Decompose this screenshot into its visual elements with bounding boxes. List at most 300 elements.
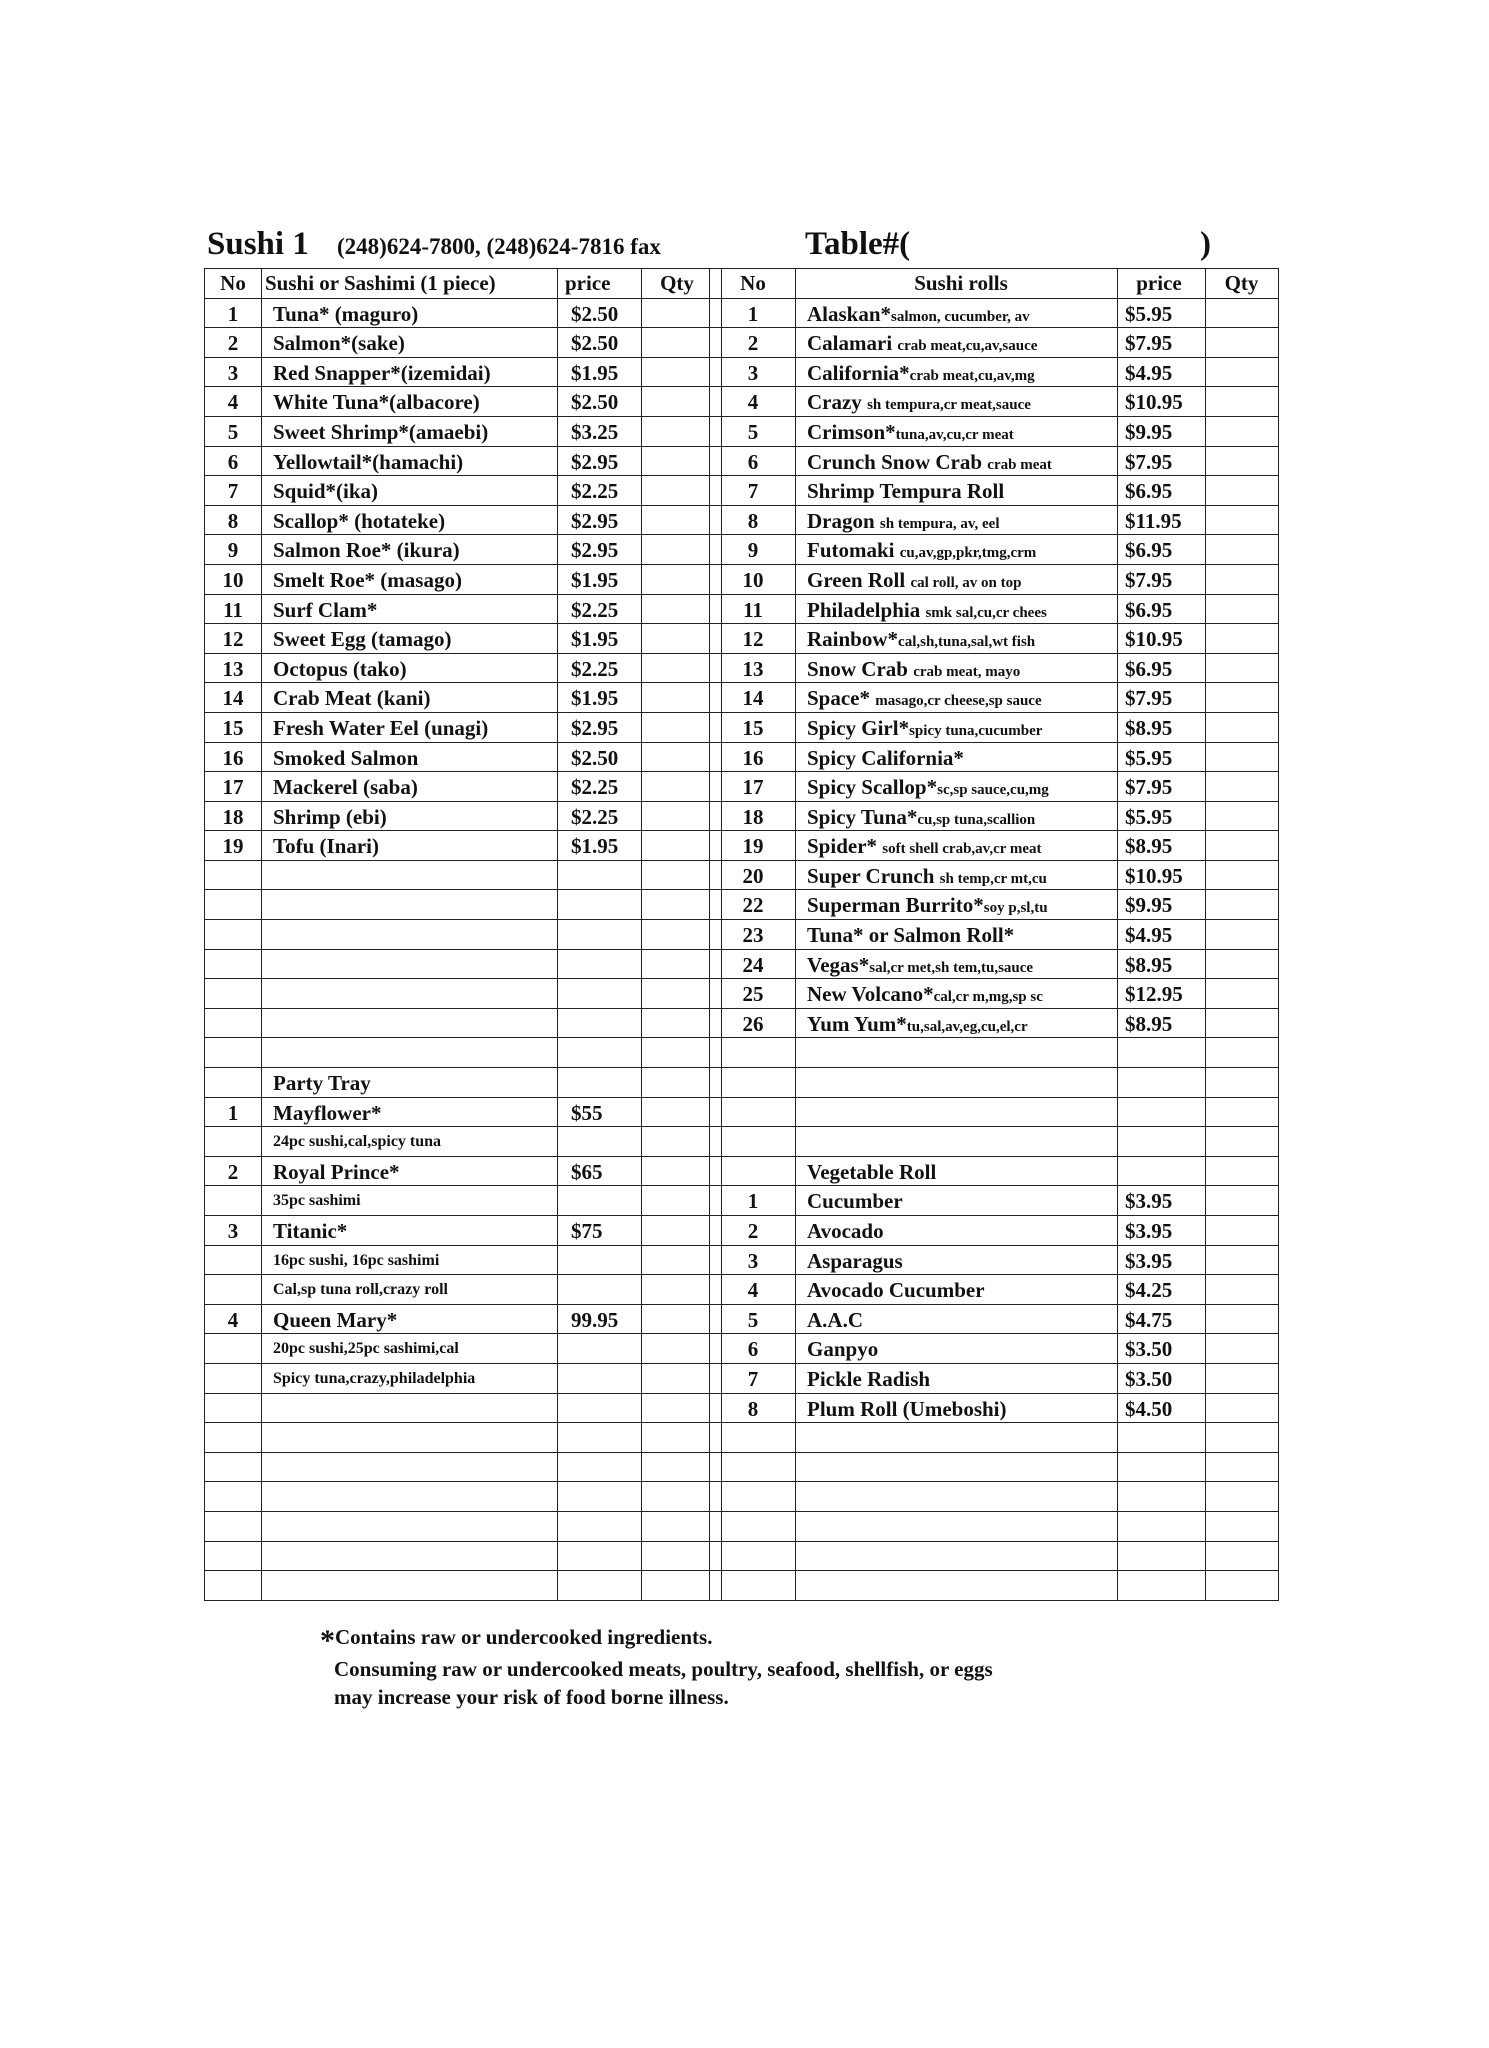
table-row (205, 831, 1278, 861)
right-qty-cell[interactable] (1206, 831, 1278, 860)
roll-name: Dragon (807, 508, 880, 533)
left-item-name: 35pc sashimi (273, 1192, 361, 1210)
table-row (205, 920, 1278, 950)
right-qty-cell[interactable] (1206, 1246, 1278, 1275)
left-item-name: Squid*(ika) (273, 479, 379, 504)
right-item-price: $3.95 (1125, 1189, 1173, 1214)
left-item-price: $2.25 (571, 597, 619, 622)
roll-name: A.A.C (807, 1307, 863, 1332)
left-qty-cell[interactable] (642, 328, 708, 357)
table-row (205, 328, 1278, 358)
roll-name: Plum Roll (Umeboshi) (807, 1396, 1007, 1421)
table-row (205, 624, 1278, 654)
table-row (205, 950, 1278, 980)
right-item-number: 15 (742, 715, 764, 740)
left-item-name: 16pc sushi, 16pc sashimi (273, 1251, 440, 1269)
order-form-table (204, 268, 1279, 1601)
right-item-price: $8.95 (1125, 952, 1173, 977)
left-item-name: Smoked Salmon (273, 745, 419, 770)
left-qty-cell[interactable] (642, 1127, 708, 1156)
right-item-number: 6 (747, 1337, 759, 1362)
roll-name: Shrimp Tempura Roll (807, 479, 1005, 504)
table-row (205, 802, 1278, 832)
left-item-name: Surf Clam* (273, 597, 378, 622)
left-item-number: 1 (227, 301, 239, 326)
left-item-name: Smelt Roe* (masago) (273, 567, 462, 592)
right-item-price: $5.95 (1125, 745, 1173, 770)
table-number-close: ) (1200, 226, 1211, 262)
roll-ingredients: tuna,av,cu,cr meat (895, 426, 1014, 443)
right-qty-cell[interactable] (1206, 920, 1278, 949)
roll-name: Avocado Cucumber (807, 1278, 985, 1303)
left-qty-cell[interactable] (642, 950, 708, 979)
right-qty-cell[interactable] (1206, 447, 1278, 476)
right-item-price: $4.75 (1125, 1307, 1173, 1332)
right-qty-cell[interactable] (1206, 417, 1278, 446)
table-row (205, 772, 1278, 802)
left-qty-cell[interactable] (642, 506, 708, 535)
left-qty-cell[interactable] (642, 476, 708, 505)
left-item-price: 99.95 (571, 1307, 619, 1332)
right-qty-cell[interactable] (1206, 743, 1278, 772)
roll-name: Crimson* (807, 419, 896, 444)
roll-name: Spicy California* (807, 745, 964, 770)
left-item-name: 20pc sushi,25pc sashimi,cal (273, 1340, 459, 1358)
left-item-name: White Tuna*(albacore) (273, 390, 480, 415)
right-qty-cell[interactable] (1206, 358, 1278, 387)
table-row (205, 1423, 1278, 1453)
right-qty-cell[interactable] (1206, 772, 1278, 801)
table-row (205, 476, 1278, 506)
left-item-price: $2.95 (571, 715, 619, 740)
roll-ingredients: crab meat, mayo (913, 663, 1021, 680)
right-qty-cell[interactable] (1206, 535, 1278, 564)
left-item-number: 10 (222, 567, 244, 592)
roll-name: Cucumber (807, 1189, 903, 1214)
roll-ingredients: crab meat (987, 456, 1052, 473)
left-item-name: Salmon Roe* (ikura) (273, 538, 460, 563)
right-qty-cell[interactable] (1206, 506, 1278, 535)
menu-header (207, 226, 1217, 266)
left-item-number: 16 (222, 745, 244, 770)
left-item-number: 6 (227, 449, 239, 474)
roll-name: Green Roll (807, 567, 911, 592)
roll-name: Spicy Tuna* (807, 804, 918, 829)
right-item-number: 6 (747, 449, 759, 474)
left-item-price: $2.25 (571, 656, 619, 681)
right-item-number: 18 (742, 804, 764, 829)
left-item-name: Mayflower* (273, 1100, 382, 1125)
right-qty-cell[interactable] (1206, 683, 1278, 712)
left-qty-cell[interactable] (642, 1098, 708, 1127)
left-item-price: $2.25 (571, 775, 619, 800)
left-qty-cell[interactable] (642, 920, 708, 949)
table-row (205, 1216, 1278, 1246)
roll-name: Asparagus (807, 1248, 903, 1273)
left-qty-cell[interactable] (642, 1334, 708, 1363)
right-qty-cell[interactable] (1206, 1009, 1278, 1038)
left-item-name: Tofu (Inari) (273, 834, 379, 859)
right-qty-cell[interactable] (1206, 1334, 1278, 1363)
left-qty-cell[interactable] (642, 565, 708, 594)
right-qty-cell[interactable] (1206, 1542, 1278, 1571)
right-item-price: $8.95 (1125, 715, 1173, 740)
left-qty-cell[interactable] (642, 1216, 708, 1245)
left-item-number: 19 (222, 834, 244, 859)
left-item-name: Royal Prince* (273, 1159, 400, 1184)
left-item-number: 7 (227, 479, 239, 504)
roll-name: Yum Yum* (807, 1011, 907, 1036)
roll-ingredients: cu,av,gp,pkr,tmg,crm (899, 545, 1037, 562)
left-qty-cell[interactable] (642, 1423, 708, 1452)
right-qty-cell[interactable] (1206, 595, 1278, 624)
left-item-price: $2.25 (571, 479, 619, 504)
left-item-name: Crab Meat (kani) (273, 686, 431, 711)
left-no-header: No (220, 271, 246, 295)
table-row (205, 654, 1278, 684)
left-qty-cell[interactable] (642, 1364, 708, 1393)
right-item-price: $6.95 (1125, 597, 1173, 622)
left-qty-cell[interactable] (642, 1246, 708, 1275)
right-qty-cell[interactable] (1206, 1098, 1278, 1127)
right-item-price: $7.95 (1125, 331, 1173, 356)
right-qty-cell[interactable] (1206, 476, 1278, 505)
left-item-price: $3.25 (571, 419, 619, 444)
left-item-price: $1.95 (571, 360, 619, 385)
restaurant-name: Sushi 1 (207, 226, 309, 262)
right-item-number: 12 (742, 627, 764, 652)
left-item-price: $2.50 (571, 390, 619, 415)
table-row (205, 890, 1278, 920)
left-qty-cell[interactable] (642, 624, 708, 653)
left-item-number: 3 (227, 360, 239, 385)
roll-ingredients: salmon, cucumber, av (891, 308, 1030, 325)
left-item-price: $2.95 (571, 538, 619, 563)
right-item-price: $8.95 (1125, 1011, 1173, 1036)
left-item-price: $55 (571, 1100, 603, 1125)
right-item-price: $7.95 (1125, 775, 1173, 800)
right-item-number: 5 (747, 419, 759, 444)
roll-ingredients: spicy tuna,cucumber (909, 722, 1043, 739)
left-item-name: Queen Mary* (273, 1307, 398, 1332)
left-qty-cell[interactable] (642, 861, 708, 890)
roll-ingredients: cal,cr m,mg,sp sc (933, 989, 1043, 1006)
right-qty-header: Qty (1224, 271, 1259, 295)
left-qty-cell[interactable] (642, 979, 708, 1008)
right-item-price: $7.95 (1125, 449, 1173, 474)
table-number-label: Table#( (805, 226, 911, 262)
roll-name: Spider* (807, 834, 883, 859)
table-row (205, 743, 1278, 773)
table-row (205, 1038, 1278, 1068)
right-item-number: 7 (747, 479, 759, 504)
right-qty-cell[interactable] (1206, 1186, 1278, 1215)
right-item-number: 9 (747, 538, 759, 563)
right-item-price: $7.95 (1125, 567, 1173, 592)
right-item-number: 14 (742, 686, 764, 711)
table-row (205, 861, 1278, 891)
left-item-name: Titanic* (273, 1219, 348, 1243)
right-item-price: $4.95 (1125, 923, 1173, 948)
roll-ingredients: cal,sh,tuna,sal,wt fish (898, 634, 1036, 651)
right-qty-cell[interactable] (1206, 1305, 1278, 1334)
left-item-name: Shrimp (ebi) (273, 804, 387, 829)
roll-name: New Volcano* (807, 982, 934, 1007)
left-item-number: 4 (227, 1307, 239, 1332)
left-item-name: Tuna* (maguro) (273, 301, 419, 326)
right-qty-cell[interactable] (1206, 1127, 1278, 1156)
table-row (205, 1571, 1278, 1600)
table-row (205, 565, 1278, 595)
left-qty-cell[interactable] (642, 1394, 708, 1423)
roll-name: Spicy Girl* (807, 715, 910, 740)
left-qty-cell[interactable] (642, 1038, 708, 1067)
left-qty-cell[interactable] (642, 417, 708, 446)
table-row (205, 1453, 1278, 1483)
roll-ingredients: sal,cr met,sh tem,tu,sauce (869, 959, 1034, 976)
left-item-number: 2 (227, 1159, 239, 1184)
roll-ingredients: sh tempura,cr meat,sauce (867, 397, 1031, 414)
table-row (205, 387, 1278, 417)
right-item-number: 3 (747, 360, 759, 385)
roll-ingredients: sc,sp sauce,cu,mg (937, 782, 1049, 799)
left-name-header: Sushi or Sashimi (1 piece) (265, 271, 496, 295)
left-item-price: $65 (571, 1159, 603, 1184)
table-row (205, 1098, 1278, 1128)
right-item-number: 26 (742, 1011, 764, 1036)
right-item-number: 8 (747, 508, 759, 533)
left-qty-cell[interactable] (642, 595, 708, 624)
left-qty-cell[interactable] (642, 1571, 708, 1600)
right-item-price: $12.95 (1125, 982, 1183, 1007)
right-item-number: 8 (747, 1396, 759, 1421)
left-qty-cell[interactable] (642, 890, 708, 919)
right-item-price: $5.95 (1125, 301, 1173, 326)
notice-line-1: Contains raw or undercooked ingredients. (335, 1625, 713, 1649)
right-item-number: 25 (742, 982, 764, 1007)
left-item-name: Octopus (tako) (273, 656, 407, 681)
table-row (205, 595, 1278, 625)
left-qty-cell[interactable] (642, 447, 708, 476)
right-qty-cell[interactable] (1206, 1394, 1278, 1423)
right-item-price: $9.95 (1125, 893, 1173, 918)
roll-ingredients: crab meat,cu,av,mg (909, 367, 1035, 384)
right-qty-cell[interactable] (1206, 1216, 1278, 1245)
right-qty-cell[interactable] (1206, 890, 1278, 919)
right-item-price: $10.95 (1125, 390, 1183, 415)
left-item-number: 5 (227, 419, 239, 444)
right-qty-cell[interactable] (1206, 979, 1278, 1008)
right-qty-cell[interactable] (1206, 1157, 1278, 1186)
table-row (205, 1127, 1278, 1157)
notice-line-3: may increase your risk of food borne illness. (334, 1685, 729, 1709)
roll-ingredients: smk sal,cu,cr chees (925, 604, 1047, 621)
right-qty-cell[interactable] (1206, 1453, 1278, 1482)
left-qty-cell[interactable] (642, 1009, 708, 1038)
right-item-price: $6.95 (1125, 656, 1173, 681)
roll-ingredients: sh temp,cr mt,cu (939, 870, 1047, 887)
right-price-header: price (1136, 271, 1182, 295)
right-item-number: 1 (747, 301, 759, 326)
roll-ingredients: cu,sp tuna,scallion (917, 811, 1036, 828)
table-row (205, 1512, 1278, 1542)
roll-name: Tuna* or Salmon Roll* (807, 923, 1015, 948)
right-item-number: 22 (742, 893, 764, 918)
left-item-price: $1.95 (571, 686, 619, 711)
notice-line-2: Consuming raw or undercooked meats, poultry, seafood, shellfish, or eggs (334, 1657, 993, 1681)
right-item-number: 7 (747, 1366, 759, 1391)
right-qty-cell[interactable] (1206, 1482, 1278, 1511)
right-qty-cell[interactable] (1206, 654, 1278, 683)
right-item-price: $10.95 (1125, 863, 1183, 888)
right-no-header: No (740, 271, 766, 295)
left-item-number: 12 (222, 627, 244, 652)
right-item-number: 20 (742, 863, 764, 888)
table-row (205, 1334, 1278, 1364)
left-item-name: 24pc sushi,cal,spicy tuna (273, 1133, 442, 1151)
roll-name: Philadelphia (807, 597, 926, 622)
left-qty-cell[interactable] (642, 1275, 708, 1304)
right-item-price: $3.95 (1125, 1219, 1173, 1243)
right-item-number: 4 (747, 390, 759, 415)
left-item-number: 18 (222, 804, 244, 829)
right-item-number: 10 (742, 567, 764, 592)
roll-ingredients: sh tempura, av, eel (879, 515, 1000, 532)
right-item-price: $3.95 (1125, 1248, 1173, 1273)
right-qty-cell[interactable] (1206, 861, 1278, 890)
left-item-name: Party Tray (273, 1071, 371, 1096)
roll-name: Alaskan* (807, 301, 892, 326)
left-qty-cell[interactable] (642, 387, 708, 416)
phone-fax: (248)624-7800, (248)624-7816 fax (337, 234, 661, 259)
left-item-name: Mackerel (saba) (273, 775, 418, 800)
right-item-price: $8.95 (1125, 834, 1173, 859)
left-item-name: Fresh Water Eel (unagi) (273, 715, 489, 740)
right-name-header: Sushi rolls (914, 271, 1008, 295)
table-row (205, 535, 1278, 565)
food-safety-notice (320, 1623, 993, 1711)
right-item-number: 2 (747, 1219, 759, 1243)
right-qty-cell[interactable] (1206, 1038, 1278, 1067)
left-qty-cell[interactable] (642, 1157, 708, 1186)
left-item-price: $1.95 (571, 567, 619, 592)
left-item-price: $2.50 (571, 331, 619, 356)
right-item-price: $11.95 (1125, 508, 1182, 533)
right-item-price: $4.95 (1125, 360, 1173, 385)
right-item-price: $6.95 (1125, 479, 1173, 504)
table-row (205, 713, 1278, 743)
right-qty-cell[interactable] (1206, 950, 1278, 979)
left-qty-cell[interactable] (642, 1068, 708, 1097)
left-item-name: Sweet Shrimp*(amaebi) (273, 419, 489, 444)
right-item-price: $3.50 (1125, 1366, 1173, 1391)
right-qty-cell[interactable] (1206, 713, 1278, 742)
right-item-number: 2 (747, 331, 759, 356)
left-item-number: 17 (222, 775, 244, 800)
left-qty-cell[interactable] (642, 1305, 708, 1334)
roll-ingredients: soy p,sl,tu (983, 900, 1048, 917)
left-qty-cell[interactable] (642, 1186, 708, 1215)
roll-name: California* (807, 360, 910, 385)
right-item-number: 19 (742, 834, 764, 859)
roll-name: Avocado (807, 1219, 884, 1243)
roll-ingredients: masago,cr cheese,sp sauce (875, 693, 1042, 710)
left-item-name: Yellowtail*(hamachi) (273, 449, 464, 474)
left-qty-cell[interactable] (642, 772, 708, 801)
right-qty-cell[interactable] (1206, 1275, 1278, 1304)
left-item-name: Sweet Egg (tamago) (273, 627, 452, 652)
left-item-number: 15 (222, 715, 244, 740)
table-row (205, 1542, 1278, 1572)
right-item-price: $10.95 (1125, 627, 1183, 652)
left-qty-cell[interactable] (642, 358, 708, 387)
right-qty-cell[interactable] (1206, 1068, 1278, 1097)
roll-name: Crazy (807, 390, 868, 415)
right-item-number: 3 (747, 1248, 759, 1273)
left-item-price: $1.95 (571, 834, 619, 859)
table-row (205, 506, 1278, 536)
right-item-number: 16 (742, 745, 764, 770)
right-qty-cell[interactable] (1206, 565, 1278, 594)
left-qty-cell[interactable] (642, 802, 708, 831)
right-item-price: $6.95 (1125, 538, 1173, 563)
left-qty-cell[interactable] (642, 1542, 708, 1571)
left-qty-cell[interactable] (642, 1512, 708, 1541)
table-row (205, 358, 1278, 388)
table-row (205, 1482, 1278, 1512)
right-item-number: 4 (747, 1278, 759, 1303)
right-qty-cell[interactable] (1206, 802, 1278, 831)
table-row (205, 1068, 1278, 1098)
left-item-price: $75 (571, 1219, 603, 1243)
roll-name: Rainbow* (807, 627, 899, 652)
left-qty-cell[interactable] (642, 713, 708, 742)
left-item-number: 2 (227, 331, 239, 356)
right-qty-cell[interactable] (1206, 299, 1278, 328)
left-qty-cell[interactable] (642, 299, 708, 328)
left-item-price: $2.50 (571, 745, 619, 770)
left-qty-cell[interactable] (642, 831, 708, 860)
table-row (205, 1394, 1278, 1424)
table-row (205, 979, 1278, 1009)
right-qty-cell[interactable] (1206, 1512, 1278, 1541)
left-qty-cell[interactable] (642, 535, 708, 564)
left-qty-cell[interactable] (642, 1482, 708, 1511)
right-qty-cell[interactable] (1206, 1571, 1278, 1600)
table-row (205, 417, 1278, 447)
right-qty-cell[interactable] (1206, 1423, 1278, 1452)
roll-name: Futomaki (807, 538, 900, 563)
roll-name: Superman Burrito* (807, 893, 984, 918)
right-qty-cell[interactable] (1206, 387, 1278, 416)
right-qty-cell[interactable] (1206, 328, 1278, 357)
roll-name: Spicy Scallop* (807, 775, 938, 800)
right-item-number: 1 (747, 1189, 759, 1214)
right-qty-cell[interactable] (1206, 1364, 1278, 1393)
table-header-row (205, 269, 1278, 299)
roll-name: Super Crunch (807, 863, 940, 888)
roll-name: Vegetable Roll (807, 1159, 937, 1184)
right-item-price: $4.25 (1125, 1278, 1173, 1303)
left-item-name: Salmon*(sake) (273, 331, 405, 356)
roll-ingredients: crab meat,cu,av,sauce (897, 338, 1038, 355)
right-qty-cell[interactable] (1206, 624, 1278, 653)
left-qty-cell[interactable] (642, 1453, 708, 1482)
right-item-number: 24 (742, 952, 764, 977)
left-qty-cell[interactable] (642, 743, 708, 772)
left-qty-cell[interactable] (642, 654, 708, 683)
left-qty-cell[interactable] (642, 683, 708, 712)
